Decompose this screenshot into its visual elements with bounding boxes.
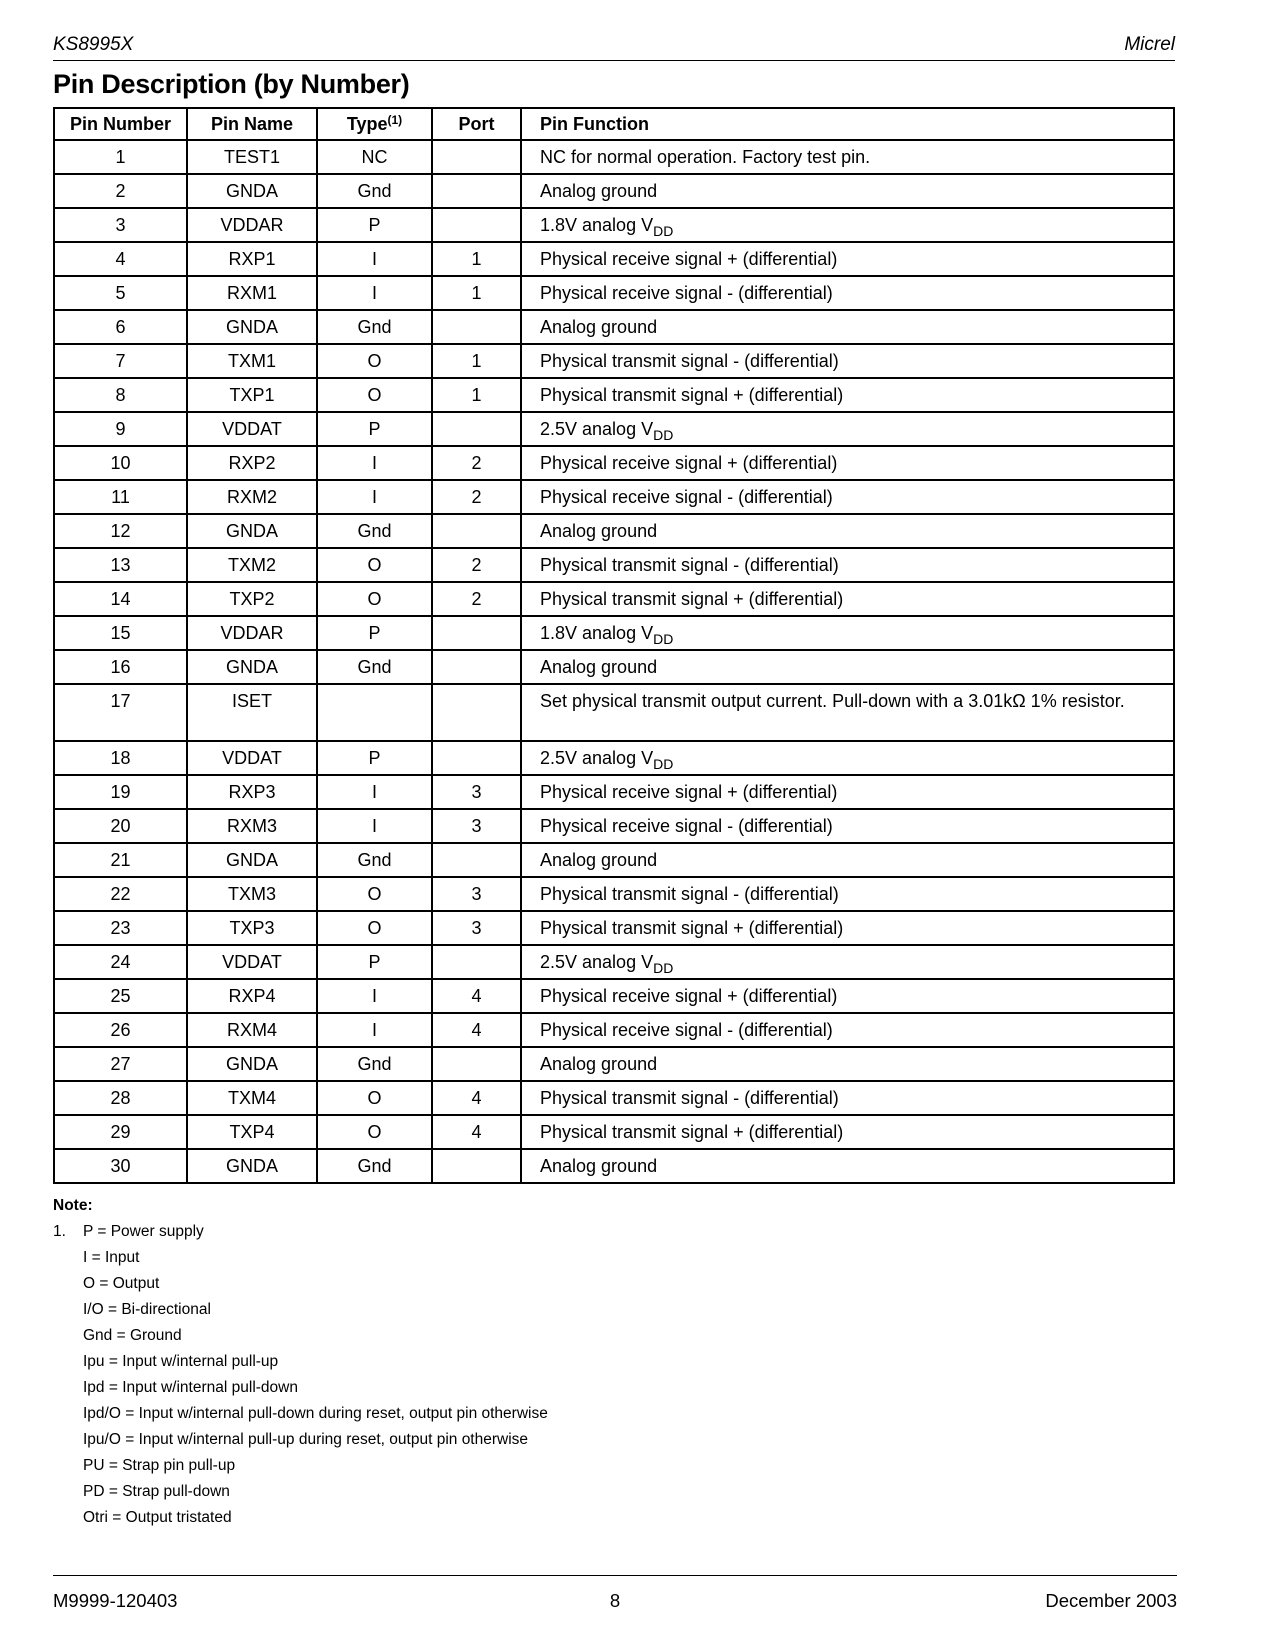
pin-function-text: Physical transmit signal - (differential)	[540, 555, 839, 575]
pin-type-cell: O	[317, 911, 432, 945]
part-number: KS8995X	[53, 34, 134, 55]
page-header	[53, 34, 1175, 61]
pin-type-cell: O	[317, 344, 432, 378]
pin-number-cell: 21	[54, 843, 187, 877]
pin-function-text: 1.8V analog V	[540, 215, 654, 235]
port-cell	[432, 1047, 521, 1081]
pin-number-cell: 23	[54, 911, 187, 945]
table-row	[54, 616, 1174, 650]
note-text: Ipd/O = Input w/internal pull-down during reset, output pin otherwise	[83, 1405, 548, 1422]
port-cell: 3	[432, 775, 521, 809]
pin-type-cell: P	[317, 945, 432, 979]
pin-function-text: Set physical transmit output current. Pull-down with a 3.01kΩ 1% resistor.	[540, 691, 1125, 711]
pin-name-cell: RXP2	[187, 446, 317, 480]
port-cell: 2	[432, 582, 521, 616]
pin-type-cell: P	[317, 741, 432, 775]
pin-type-cell: I	[317, 979, 432, 1013]
pin-number-cell: 10	[54, 446, 187, 480]
pin-type-cell: I	[317, 446, 432, 480]
pin-name-cell: GNDA	[187, 174, 317, 208]
pin-name-cell: VDDAT	[187, 945, 317, 979]
pin-name-cell: GNDA	[187, 1149, 317, 1183]
pin-number-cell: 22	[54, 877, 187, 911]
pin-type-cell: I	[317, 1013, 432, 1047]
pin-function-text: Physical transmit signal + (differential)	[540, 918, 844, 938]
pin-type-cell: O	[317, 1081, 432, 1115]
pin-function-text: Physical receive signal + (differential)	[540, 453, 838, 473]
pin-function-text: Analog ground	[540, 1156, 658, 1176]
port-cell	[432, 1149, 521, 1183]
pin-function-text: Analog ground	[540, 1054, 658, 1074]
pin-function-cell	[521, 684, 1174, 741]
page-number: 8	[609, 1590, 621, 1611]
table-row	[54, 684, 1174, 741]
pin-function-cell	[521, 650, 1174, 684]
pin-number-cell: 11	[54, 480, 187, 514]
pin-number-cell: 7	[54, 344, 187, 378]
pin-type-cell: P	[317, 616, 432, 650]
pin-name-cell: GNDA	[187, 514, 317, 548]
note-item	[53, 1405, 548, 1431]
page-title: Pin Description (by Number)	[53, 69, 410, 99]
pin-number-cell: 25	[54, 979, 187, 1013]
subscript-text: DD	[653, 756, 674, 772]
pin-type-cell: I	[317, 775, 432, 809]
pin-function-cell	[521, 843, 1174, 877]
table-header-row	[54, 108, 1174, 140]
pin-number-cell: 28	[54, 1081, 187, 1115]
note-number	[53, 1405, 83, 1431]
note-item	[53, 1223, 548, 1249]
pin-type-cell: I	[317, 276, 432, 310]
pin-name-cell: GNDA	[187, 310, 317, 344]
pin-function-cell	[521, 616, 1174, 650]
note-text: O = Output	[83, 1275, 160, 1292]
note-text: PD = Strap pull-down	[83, 1483, 230, 1500]
note-text: PU = Strap pin pull-up	[83, 1457, 236, 1474]
pin-number-cell: 5	[54, 276, 187, 310]
pin-number-cell: 30	[54, 1149, 187, 1183]
publication-date: December 2003	[1045, 1590, 1177, 1611]
table-row	[54, 242, 1174, 276]
note-item	[53, 1301, 548, 1327]
port-cell: 3	[432, 877, 521, 911]
pin-function-cell	[521, 1013, 1174, 1047]
pin-name-cell: TXP3	[187, 911, 317, 945]
pin-function-cell	[521, 174, 1174, 208]
port-cell	[432, 684, 521, 741]
pin-function-cell	[521, 1115, 1174, 1149]
pin-function-cell	[521, 480, 1174, 514]
pin-type-cell: O	[317, 877, 432, 911]
port-cell	[432, 412, 521, 446]
note-item	[53, 1327, 548, 1353]
port-cell	[432, 616, 521, 650]
pin-function-cell	[521, 344, 1174, 378]
pin-name-cell: TEST1	[187, 140, 317, 174]
pin-number-cell: 13	[54, 548, 187, 582]
table-row	[54, 1047, 1174, 1081]
subscript-text: DD	[653, 427, 674, 443]
port-cell: 1	[432, 276, 521, 310]
pin-type-cell: Gnd	[317, 1047, 432, 1081]
note-item	[53, 1353, 548, 1379]
pin-type-cell: Gnd	[317, 174, 432, 208]
pin-function-text: 1.8V analog V	[540, 623, 654, 643]
pin-name-cell: RXM3	[187, 809, 317, 843]
pin-function-text: Physical transmit signal + (differential)	[540, 385, 844, 405]
pin-function-cell	[521, 1047, 1174, 1081]
pin-function-cell	[521, 276, 1174, 310]
pin-function-cell	[521, 1149, 1174, 1183]
pin-number-cell: 19	[54, 775, 187, 809]
pin-number-cell: 27	[54, 1047, 187, 1081]
note-text: Gnd = Ground	[83, 1327, 182, 1344]
pin-name-cell: RXM1	[187, 276, 317, 310]
pin-name-cell: VDDAT	[187, 412, 317, 446]
pin-function-cell	[521, 140, 1174, 174]
subscript-text: DD	[653, 960, 674, 976]
col-header-port: Port	[432, 108, 521, 140]
pin-function-cell	[521, 809, 1174, 843]
table-row	[54, 140, 1174, 174]
pin-type-cell: O	[317, 582, 432, 616]
pin-number-cell: 24	[54, 945, 187, 979]
pin-function-text: Physical transmit signal - (differential)	[540, 884, 839, 904]
pin-function-cell	[521, 548, 1174, 582]
pin-type-cell: I	[317, 242, 432, 276]
pin-type-cell: Gnd	[317, 843, 432, 877]
pin-name-cell: TXM4	[187, 1081, 317, 1115]
table-body	[54, 140, 1174, 1183]
pin-function-text: Physical receive signal - (differential)	[540, 816, 833, 836]
port-cell	[432, 741, 521, 775]
table-row	[54, 809, 1174, 843]
pin-function-text: Physical transmit signal - (differential)	[540, 351, 839, 371]
note-number	[53, 1249, 83, 1275]
note-number	[53, 1275, 83, 1301]
note-list	[53, 1223, 548, 1535]
pin-function-cell	[521, 1081, 1174, 1115]
table-row	[54, 276, 1174, 310]
pin-type-cell: I	[317, 809, 432, 843]
pin-function-cell	[521, 582, 1174, 616]
table-row	[54, 446, 1174, 480]
note-text: Ipu/O = Input w/internal pull-up during reset, output pin otherwise	[83, 1431, 529, 1448]
col-header-type	[317, 108, 432, 140]
note-item	[53, 1457, 548, 1483]
note-number	[53, 1353, 83, 1379]
pin-name-cell: TXM1	[187, 344, 317, 378]
pin-function-cell	[521, 979, 1174, 1013]
table-row	[54, 1013, 1174, 1047]
pin-type-cell: I	[317, 480, 432, 514]
col-header-pin-number: Pin Number	[54, 108, 187, 140]
pin-name-cell: RXM2	[187, 480, 317, 514]
pin-name-cell: TXP2	[187, 582, 317, 616]
document-number: M9999-120403	[53, 1590, 178, 1611]
table-row	[54, 877, 1174, 911]
subscript-text: DD	[653, 631, 674, 647]
note-number	[53, 1327, 83, 1353]
pin-number-cell: 9	[54, 412, 187, 446]
subscript-text: DD	[653, 223, 674, 239]
pin-name-cell: RXP3	[187, 775, 317, 809]
port-cell: 4	[432, 979, 521, 1013]
table-row	[54, 412, 1174, 446]
table-row	[54, 310, 1174, 344]
table-row	[54, 548, 1174, 582]
pin-name-cell: TXP1	[187, 378, 317, 412]
pin-number-cell: 15	[54, 616, 187, 650]
table-row	[54, 208, 1174, 242]
port-cell: 1	[432, 344, 521, 378]
pin-type-cell: Gnd	[317, 310, 432, 344]
table-row	[54, 945, 1174, 979]
table-row	[54, 174, 1174, 208]
pin-function-cell	[521, 208, 1174, 242]
port-cell: 4	[432, 1081, 521, 1115]
pin-description-table	[53, 107, 1175, 1184]
note-number: 1.	[53, 1223, 66, 1240]
company-name: Micrel	[1124, 34, 1175, 55]
pin-function-text: Analog ground	[540, 181, 658, 201]
pin-function-cell	[521, 775, 1174, 809]
type-label: Type	[346, 114, 388, 134]
note-number	[53, 1379, 83, 1405]
pin-name-cell: RXM4	[187, 1013, 317, 1047]
port-cell: 2	[432, 548, 521, 582]
pin-type-cell: NC	[317, 140, 432, 174]
pin-function-text: Analog ground	[540, 657, 658, 677]
pin-type-cell: Gnd	[317, 514, 432, 548]
pin-function-text: Physical receive signal - (differential)	[540, 487, 833, 507]
port-cell: 2	[432, 446, 521, 480]
type-footnote-ref: (1)	[387, 113, 403, 127]
port-cell: 4	[432, 1115, 521, 1149]
pin-type-cell	[317, 684, 432, 741]
pin-name-cell: ISET	[187, 684, 317, 741]
pin-number-cell: 1	[54, 140, 187, 174]
pin-type-cell: O	[317, 378, 432, 412]
pin-type-cell: Gnd	[317, 1149, 432, 1183]
pin-name-cell: RXP1	[187, 242, 317, 276]
col-header-pin-name: Pin Name	[187, 108, 317, 140]
port-cell	[432, 174, 521, 208]
table-row	[54, 1149, 1174, 1183]
note-number	[53, 1301, 83, 1327]
pin-name-cell: TXM3	[187, 877, 317, 911]
port-cell: 4	[432, 1013, 521, 1047]
port-cell: 1	[432, 242, 521, 276]
pin-type-cell: P	[317, 208, 432, 242]
table-row	[54, 480, 1174, 514]
table-row	[54, 911, 1174, 945]
pin-name-cell: VDDAR	[187, 616, 317, 650]
table-row	[54, 344, 1174, 378]
pin-name-cell: VDDAT	[187, 741, 317, 775]
pin-number-cell: 14	[54, 582, 187, 616]
port-cell	[432, 650, 521, 684]
note-text: I/O = Bi-directional	[83, 1301, 211, 1318]
notes-section	[53, 1197, 548, 1535]
note-text: Otri = Output tristated	[83, 1509, 232, 1526]
pin-function-text: 2.5V analog V	[540, 748, 654, 768]
pin-function-cell	[521, 741, 1174, 775]
note-text: Ipd = Input w/internal pull-down	[83, 1379, 298, 1396]
pin-name-cell: GNDA	[187, 650, 317, 684]
col-header-pin-function: Pin Function	[521, 108, 1174, 140]
pin-function-text: Analog ground	[540, 317, 658, 337]
note-item	[53, 1509, 548, 1535]
note-item	[53, 1249, 548, 1275]
pin-function-text: Analog ground	[540, 850, 658, 870]
table-row	[54, 741, 1174, 775]
note-text: I = Input	[83, 1249, 140, 1266]
note-item	[53, 1483, 548, 1509]
pin-function-text: Physical transmit signal + (differential)	[540, 1122, 844, 1142]
table-row	[54, 775, 1174, 809]
pin-name-cell: GNDA	[187, 843, 317, 877]
table-row	[54, 979, 1174, 1013]
table-row	[54, 1081, 1174, 1115]
pin-number-cell: 2	[54, 174, 187, 208]
table-row	[54, 514, 1174, 548]
port-cell: 3	[432, 809, 521, 843]
port-cell: 3	[432, 911, 521, 945]
pin-function-text: Physical receive signal + (differential)	[540, 986, 838, 1006]
pin-type-cell: O	[317, 1115, 432, 1149]
port-cell	[432, 945, 521, 979]
port-cell	[432, 310, 521, 344]
pin-function-text: Physical transmit signal + (differential)	[540, 589, 844, 609]
port-cell	[432, 514, 521, 548]
page-footer	[53, 1575, 1177, 1611]
pin-function-text: Physical receive signal - (differential)	[540, 1020, 833, 1040]
pin-number-cell: 3	[54, 208, 187, 242]
note-number	[53, 1483, 83, 1509]
pin-name-cell: GNDA	[187, 1047, 317, 1081]
port-cell: 2	[432, 480, 521, 514]
pin-function-cell	[521, 877, 1174, 911]
pin-function-cell	[521, 310, 1174, 344]
pin-number-cell: 17	[54, 684, 187, 741]
pin-function-text: Physical receive signal + (differential)	[540, 249, 838, 269]
pin-function-cell	[521, 412, 1174, 446]
pin-function-cell	[521, 514, 1174, 548]
notes-heading: Note:	[53, 1197, 93, 1214]
port-cell	[432, 843, 521, 877]
note-number	[53, 1509, 83, 1535]
port-cell	[432, 208, 521, 242]
pin-function-text: Analog ground	[540, 521, 658, 541]
note-item	[53, 1275, 548, 1301]
pin-function-cell	[521, 911, 1174, 945]
pin-function-text: Physical receive signal - (differential)	[540, 283, 833, 303]
pin-number-cell: 4	[54, 242, 187, 276]
port-cell: 1	[432, 378, 521, 412]
pin-name-cell: RXP4	[187, 979, 317, 1013]
pin-type-cell: P	[317, 412, 432, 446]
pin-name-cell: VDDAR	[187, 208, 317, 242]
pin-function-text: 2.5V analog V	[540, 952, 654, 972]
note-text: Ipu = Input w/internal pull-up	[83, 1353, 279, 1370]
pin-name-cell: TXM2	[187, 548, 317, 582]
pin-name-cell: TXP4	[187, 1115, 317, 1149]
pin-type-cell: Gnd	[317, 650, 432, 684]
pin-function-cell	[521, 378, 1174, 412]
pin-function-cell	[521, 242, 1174, 276]
note-number	[53, 1431, 83, 1457]
pin-function-cell	[521, 945, 1174, 979]
note-text: P = Power supply	[83, 1223, 204, 1240]
note-item	[53, 1431, 548, 1457]
pin-number-cell: 29	[54, 1115, 187, 1149]
pin-function-text: NC for normal operation. Factory test pin.	[540, 147, 871, 167]
note-number	[53, 1457, 83, 1483]
pin-number-cell: 20	[54, 809, 187, 843]
pin-function-text: Physical transmit signal - (differential)	[540, 1088, 839, 1108]
table-row	[54, 650, 1174, 684]
port-cell	[432, 140, 521, 174]
pin-number-cell: 12	[54, 514, 187, 548]
note-item	[53, 1379, 548, 1405]
table-row	[54, 1115, 1174, 1149]
pin-number-cell: 6	[54, 310, 187, 344]
table-row	[54, 582, 1174, 616]
pin-function-text: 2.5V analog V	[540, 419, 654, 439]
pin-function-cell	[521, 446, 1174, 480]
pin-function-text: Physical receive signal + (differential)	[540, 782, 838, 802]
pin-type-cell: O	[317, 548, 432, 582]
table-row	[54, 378, 1174, 412]
pin-number-cell: 26	[54, 1013, 187, 1047]
pin-number-cell: 18	[54, 741, 187, 775]
table-row	[54, 843, 1174, 877]
pin-number-cell: 16	[54, 650, 187, 684]
pin-number-cell: 8	[54, 378, 187, 412]
